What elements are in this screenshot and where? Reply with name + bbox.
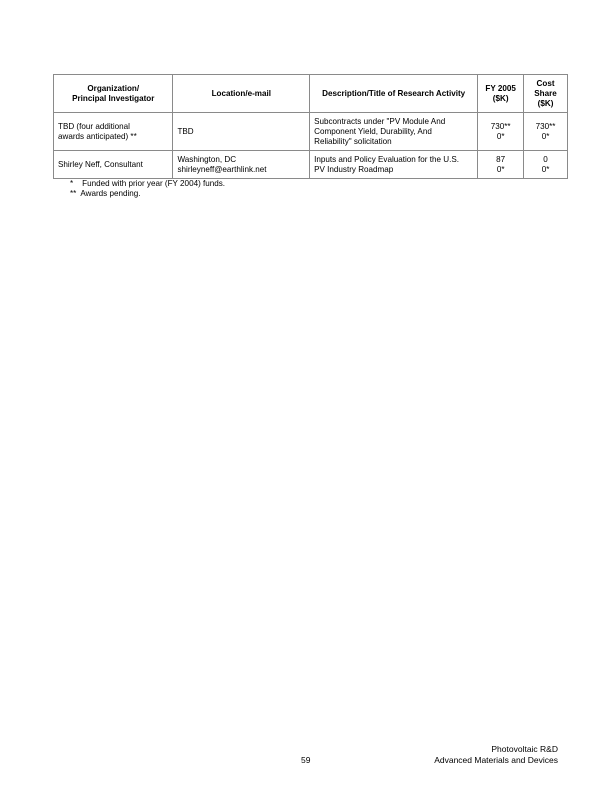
cell-text: 730** bbox=[535, 121, 556, 131]
footnote-prior-year-funds: * Funded with prior year (FY 2004) funds. bbox=[70, 179, 226, 188]
cell-text: Washington, DC bbox=[177, 154, 237, 164]
header-text: Share bbox=[534, 88, 557, 98]
footnotes bbox=[70, 179, 225, 199]
header-text: Organization/ bbox=[87, 83, 140, 93]
footnote-awards-pending: ** Awards pending. bbox=[70, 189, 141, 198]
header-fy2005 bbox=[478, 75, 524, 113]
running-footer bbox=[434, 744, 558, 766]
header-text: Cost bbox=[536, 78, 555, 88]
cell-text: awards anticipated) ** bbox=[58, 131, 137, 141]
cell-text: 730** bbox=[490, 121, 511, 131]
cell-organization bbox=[54, 113, 173, 151]
research-activities-table bbox=[53, 74, 568, 179]
cell-text: 0* bbox=[496, 131, 505, 141]
header-text: ($K) bbox=[537, 98, 554, 108]
cell-text: TBD bbox=[177, 126, 194, 136]
header-location bbox=[173, 75, 310, 113]
footer-line-program: Photovoltaic R&D bbox=[491, 744, 558, 754]
header-text: Principal Investigator bbox=[72, 93, 155, 103]
header-text: FY 2005 bbox=[485, 83, 516, 93]
page-number: 59 bbox=[301, 755, 311, 765]
cell-text: 0* bbox=[496, 164, 505, 174]
header-organization bbox=[54, 75, 173, 113]
cell-location bbox=[173, 113, 310, 151]
cell-text: 0* bbox=[541, 131, 550, 141]
cell-description bbox=[310, 151, 478, 179]
cell-location bbox=[173, 151, 310, 179]
table-header-row bbox=[54, 75, 568, 113]
table-row bbox=[54, 151, 568, 179]
cell-cost-share bbox=[524, 151, 568, 179]
header-cost-share bbox=[524, 75, 568, 113]
header-text: Location/e-mail bbox=[211, 88, 271, 98]
cell-text: TBD (four additional bbox=[58, 121, 130, 131]
footer-line-section: Advanced Materials and Devices bbox=[434, 755, 558, 765]
header-text: Description/Title of Research Activity bbox=[322, 88, 466, 98]
cell-text: Reliability" solicitation bbox=[314, 136, 392, 146]
header-description bbox=[310, 75, 478, 113]
cell-text: PV Industry Roadmap bbox=[314, 164, 394, 174]
cell-text: Subcontracts under "PV Module And bbox=[314, 116, 446, 126]
cell-text: Shirley Neff, Consultant bbox=[58, 159, 143, 169]
cell-organization bbox=[54, 151, 173, 179]
cell-description bbox=[310, 113, 478, 151]
table-row bbox=[54, 113, 568, 151]
cell-text: Inputs and Policy Evaluation for the U.S. bbox=[314, 154, 459, 164]
cell-text: 0* bbox=[541, 164, 550, 174]
cell-text: 87 bbox=[496, 154, 506, 164]
email-text: shirleyneff@earthlink.net bbox=[177, 164, 267, 174]
cell-fy2005 bbox=[478, 151, 524, 179]
header-text: ($K) bbox=[492, 93, 509, 103]
cell-text: 0 bbox=[543, 154, 548, 164]
cell-fy2005 bbox=[478, 113, 524, 151]
cell-text: Component Yield, Durability, And bbox=[314, 126, 432, 136]
cell-cost-share bbox=[524, 113, 568, 151]
